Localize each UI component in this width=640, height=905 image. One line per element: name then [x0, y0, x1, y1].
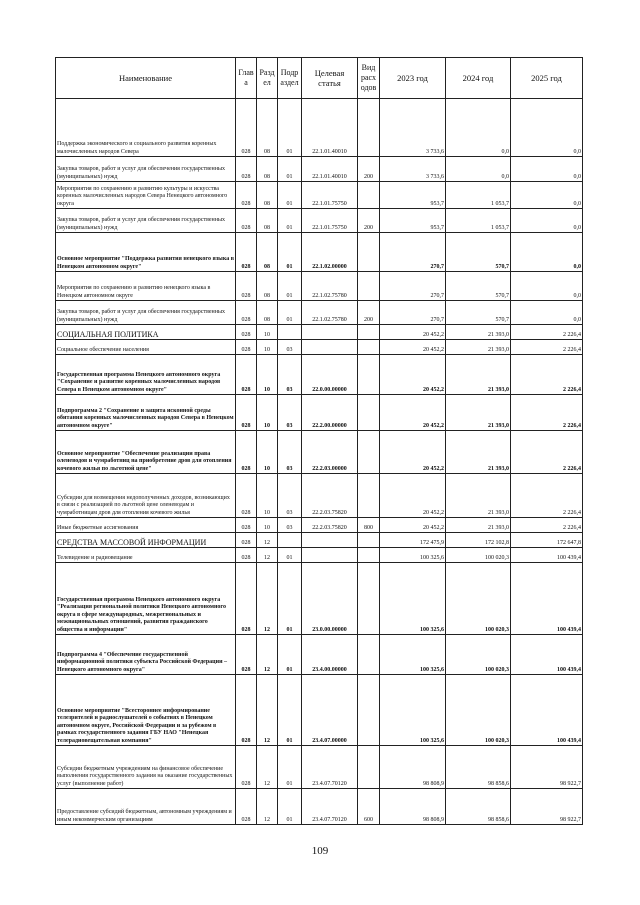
row-2023: 100 325,6 — [380, 635, 446, 675]
row-article: 22.2.00.00000 — [302, 395, 358, 431]
row-name: Предоставление субсидий бюджетным, автономным учреждениям и иным некоммерческим организациям — [56, 789, 236, 825]
row-name: Основное мероприятие "Обеспечение реализации права оленеводов и чумработниц на приобретение дров для отопления кочевого жилья по льготной цене" — [56, 431, 236, 474]
row-article: 22.1.01.75750 — [302, 182, 358, 209]
row-2025: 2 226,4 — [511, 431, 583, 474]
row-glava: 028 — [236, 209, 257, 233]
row-vid — [358, 548, 380, 563]
row-2024: 100 020,3 — [446, 563, 511, 635]
row-2023: 100 325,6 — [380, 548, 446, 563]
row-2024: 21 393,0 — [446, 474, 511, 518]
header-row — [56, 58, 583, 99]
row-article — [302, 548, 358, 563]
row-2024: 100 020,3 — [446, 675, 511, 746]
row-article: 23.4.00.00000 — [302, 635, 358, 675]
row-2024: 98 858,6 — [446, 746, 511, 789]
budget-table — [55, 57, 583, 825]
table-row — [56, 325, 583, 340]
row-name: Подпрограмма 2 "Сохранение и защита исконной среды обитания коренных малочисленных народов Севера в Ненецком автономном округе" — [56, 395, 236, 431]
row-razdel: 10 — [257, 325, 278, 340]
row-2023: 20 452,2 — [380, 518, 446, 533]
table-row — [56, 233, 583, 272]
row-article: 22.0.00.00000 — [302, 355, 358, 395]
row-glava: 028 — [236, 157, 257, 182]
row-name: СОЦИАЛЬНАЯ ПОЛИТИКА — [56, 325, 236, 340]
row-glava: 028 — [236, 431, 257, 474]
row-2025: 0,0 — [511, 182, 583, 209]
header-podrazdel: Подр аздел — [278, 58, 302, 99]
header-vid: Вид расх одов — [358, 58, 380, 99]
table-row — [56, 746, 583, 789]
row-glava: 028 — [236, 563, 257, 635]
table-row — [56, 209, 583, 233]
row-vid — [358, 99, 380, 157]
table-row — [56, 157, 583, 182]
row-podrazdel: 01 — [278, 209, 302, 233]
row-podrazdel: 03 — [278, 395, 302, 431]
row-2023: 953,7 — [380, 182, 446, 209]
row-article: 23.4.07.00000 — [302, 675, 358, 746]
row-razdel: 12 — [257, 563, 278, 635]
row-article: 22.1.02.75780 — [302, 301, 358, 325]
row-vid — [358, 355, 380, 395]
row-podrazdel: 01 — [278, 635, 302, 675]
row-vid: 600 — [358, 789, 380, 825]
row-podrazdel: 01 — [278, 157, 302, 182]
row-razdel: 08 — [257, 272, 278, 301]
row-name: СРЕДСТВА МАССОВОЙ ИНФОРМАЦИИ — [56, 533, 236, 548]
table-row — [56, 789, 583, 825]
row-podrazdel: 01 — [278, 182, 302, 209]
row-2024: 100 020,3 — [446, 635, 511, 675]
row-vid — [358, 746, 380, 789]
row-podrazdel — [278, 533, 302, 548]
row-razdel: 08 — [257, 99, 278, 157]
table-row — [56, 548, 583, 563]
header-razdel: Разд ел — [257, 58, 278, 99]
row-vid — [358, 474, 380, 518]
header-2023: 2023 год — [380, 58, 446, 99]
row-2024: 570,7 — [446, 301, 511, 325]
row-glava: 028 — [236, 272, 257, 301]
row-name: Мероприятия по сохранению и развитию культуры и искусства коренных малочисленных народов Севера Ненецкого автономного округа — [56, 182, 236, 209]
row-2024: 98 858,6 — [446, 789, 511, 825]
row-2023: 270,7 — [380, 301, 446, 325]
row-2025: 2 226,4 — [511, 395, 583, 431]
row-2023: 20 452,2 — [380, 395, 446, 431]
row-2024: 21 393,0 — [446, 355, 511, 395]
row-podrazdel: 01 — [278, 233, 302, 272]
table-row — [56, 272, 583, 301]
row-razdel: 10 — [257, 355, 278, 395]
row-article: 23.0.00.00000 — [302, 563, 358, 635]
row-vid: 200 — [358, 209, 380, 233]
row-article: 22.2.03.00000 — [302, 431, 358, 474]
row-2025: 2 226,4 — [511, 518, 583, 533]
row-glava: 028 — [236, 518, 257, 533]
row-2024: 21 393,0 — [446, 431, 511, 474]
row-name: Государственная программа Ненецкого автономного округа "Сохранение и развитие коренных малочисленных народов Севера в Ненецком автономном округе" — [56, 355, 236, 395]
row-2023: 20 452,2 — [380, 474, 446, 518]
row-podrazdel: 01 — [278, 675, 302, 746]
row-name: Мероприятия по сохранению и развитию ненецкого языка в Ненецком автономном округе — [56, 272, 236, 301]
row-2025: 0,0 — [511, 209, 583, 233]
row-article: 22.1.01.40010 — [302, 157, 358, 182]
row-glava: 028 — [236, 301, 257, 325]
row-glava: 028 — [236, 182, 257, 209]
header-glava: Глав а — [236, 58, 257, 99]
row-glava: 028 — [236, 395, 257, 431]
row-podrazdel: 01 — [278, 272, 302, 301]
row-2024: 21 393,0 — [446, 518, 511, 533]
row-podrazdel: 03 — [278, 355, 302, 395]
row-2023: 98 808,9 — [380, 789, 446, 825]
row-podrazdel: 01 — [278, 789, 302, 825]
row-glava: 028 — [236, 340, 257, 355]
row-2023: 100 325,6 — [380, 675, 446, 746]
row-2024: 0,0 — [446, 99, 511, 157]
row-2024: 1 053,7 — [446, 182, 511, 209]
row-glava: 028 — [236, 325, 257, 340]
row-name: Субсидии бюджетным учреждениям на финансовое обеспечение выполнения государственного задания на оказание государственных услуг (выполнение работ) — [56, 746, 236, 789]
row-vid: 200 — [358, 301, 380, 325]
row-podrazdel: 03 — [278, 431, 302, 474]
row-podrazdel: 01 — [278, 301, 302, 325]
row-2024: 21 393,0 — [446, 325, 511, 340]
row-vid — [358, 635, 380, 675]
row-name: Основное мероприятие "Поддержка развития ненецкого языка в Ненецком автономном округе" — [56, 233, 236, 272]
row-podrazdel: 03 — [278, 340, 302, 355]
row-2023: 20 452,2 — [380, 431, 446, 474]
row-glava: 028 — [236, 675, 257, 746]
row-2025: 98 922,7 — [511, 746, 583, 789]
row-article — [302, 325, 358, 340]
row-razdel: 12 — [257, 746, 278, 789]
row-name: Основное мероприятие "Всестороннее информирование телезрителей и радиослушателей о событиях в Ненецком автономном округе, Российской Федерации и за рубежом в рамках государственного задания ГБУ НАО "Ненецкая телерадиовещательная компания" — [56, 675, 236, 746]
row-podrazdel: 03 — [278, 474, 302, 518]
row-vid — [358, 533, 380, 548]
row-article: 22.1.01.40010 — [302, 99, 358, 157]
table-row — [56, 355, 583, 395]
row-podrazdel — [278, 325, 302, 340]
row-2023: 953,7 — [380, 209, 446, 233]
row-glava: 028 — [236, 789, 257, 825]
row-vid — [358, 431, 380, 474]
row-name: Поддержка экономического и социального развития коренных малочисленных народов Севера — [56, 99, 236, 157]
row-2023: 98 808,9 — [380, 746, 446, 789]
header-2024: 2024 год — [446, 58, 511, 99]
row-2025: 0,0 — [511, 301, 583, 325]
row-glava: 028 — [236, 233, 257, 272]
row-2025: 0,0 — [511, 99, 583, 157]
table-row — [56, 675, 583, 746]
row-2025: 2 226,4 — [511, 340, 583, 355]
row-razdel: 12 — [257, 675, 278, 746]
row-2025: 100 439,4 — [511, 563, 583, 635]
row-razdel: 10 — [257, 340, 278, 355]
table-row — [56, 474, 583, 518]
row-vid — [358, 340, 380, 355]
table-row — [56, 99, 583, 157]
row-glava: 028 — [236, 548, 257, 563]
row-2025: 0,0 — [511, 272, 583, 301]
row-2025: 0,0 — [511, 157, 583, 182]
row-name: Закупка товаров, работ и услуг для обеспечения государственных (муниципальных) нужд — [56, 209, 236, 233]
page-number: 109 — [311, 845, 329, 857]
row-name: Закупка товаров, работ и услуг для обеспечения государственных (муниципальных) нужд — [56, 301, 236, 325]
row-2023: 100 325,6 — [380, 563, 446, 635]
table-row — [56, 301, 583, 325]
table-row — [56, 563, 583, 635]
row-razdel: 12 — [257, 548, 278, 563]
row-glava: 028 — [236, 533, 257, 548]
row-vid — [358, 675, 380, 746]
row-2025: 2 226,4 — [511, 474, 583, 518]
row-2024: 570,7 — [446, 233, 511, 272]
row-razdel: 12 — [257, 635, 278, 675]
row-glava: 028 — [236, 99, 257, 157]
row-2023: 270,7 — [380, 272, 446, 301]
row-razdel: 10 — [257, 395, 278, 431]
row-2024: 1 053,7 — [446, 209, 511, 233]
row-podrazdel: 03 — [278, 518, 302, 533]
row-podrazdel: 01 — [278, 563, 302, 635]
row-glava: 028 — [236, 355, 257, 395]
table-row — [56, 395, 583, 431]
row-2023: 270,7 — [380, 233, 446, 272]
row-name: Телевидение и радиовещание — [56, 548, 236, 563]
row-razdel: 08 — [257, 209, 278, 233]
row-razdel: 12 — [257, 789, 278, 825]
row-name: Подпрограмма 4 "Обеспечение государственной информационной политики субъекта Российской Федерации – Ненецкого автономного округа" — [56, 635, 236, 675]
row-razdel: 10 — [257, 474, 278, 518]
row-2024: 21 393,0 — [446, 340, 511, 355]
row-2024: 172 102,8 — [446, 533, 511, 548]
table-row — [56, 182, 583, 209]
row-2023: 20 452,2 — [380, 340, 446, 355]
row-razdel: 08 — [257, 301, 278, 325]
row-razdel: 08 — [257, 182, 278, 209]
row-article: 23.4.07.70120 — [302, 746, 358, 789]
row-article: 22.1.01.75750 — [302, 209, 358, 233]
row-2025: 100 439,4 — [511, 635, 583, 675]
row-article: 22.1.02.00000 — [302, 233, 358, 272]
row-razdel: 10 — [257, 518, 278, 533]
row-2023: 172 475,9 — [380, 533, 446, 548]
row-article: 22.2.03.75820 — [302, 518, 358, 533]
row-vid: 200 — [358, 157, 380, 182]
row-2025: 2 226,4 — [511, 325, 583, 340]
row-razdel: 08 — [257, 157, 278, 182]
row-vid — [358, 395, 380, 431]
row-name: Закупка товаров, работ и услуг для обеспечения государственных (муниципальных) нужд — [56, 157, 236, 182]
row-2023: 3 733,6 — [380, 157, 446, 182]
row-vid — [358, 563, 380, 635]
table-body — [56, 99, 583, 825]
row-glava: 028 — [236, 635, 257, 675]
table-row — [56, 635, 583, 675]
row-glava: 028 — [236, 474, 257, 518]
row-article — [302, 340, 358, 355]
row-2025: 100 439,4 — [511, 548, 583, 563]
row-article: 22.1.02.75780 — [302, 272, 358, 301]
row-2025: 100 439,4 — [511, 675, 583, 746]
row-name: Иные бюджетные ассигнования — [56, 518, 236, 533]
row-name: Субсидии для возмещения недополученных доходов, возникающих в связи с реализацией по льготной цене оленеводам и чумработницам дров для отопления кочевого жилья — [56, 474, 236, 518]
row-name: Социальное обеспечение населения — [56, 340, 236, 355]
row-2025: 98 922,7 — [511, 789, 583, 825]
row-2023: 20 452,2 — [380, 355, 446, 395]
row-glava: 028 — [236, 746, 257, 789]
row-article — [302, 533, 358, 548]
row-2024: 0,0 — [446, 157, 511, 182]
header-article: Целевая статья — [302, 58, 358, 99]
row-razdel: 10 — [257, 431, 278, 474]
row-vid — [358, 233, 380, 272]
table-row — [56, 518, 583, 533]
row-vid — [358, 325, 380, 340]
row-2025: 0,0 — [511, 233, 583, 272]
row-2024: 570,7 — [446, 272, 511, 301]
row-vid — [358, 272, 380, 301]
row-article: 23.4.07.70120 — [302, 789, 358, 825]
row-podrazdel: 01 — [278, 99, 302, 157]
table-row — [56, 533, 583, 548]
row-2025: 2 226,4 — [511, 355, 583, 395]
row-podrazdel: 01 — [278, 746, 302, 789]
row-vid — [358, 182, 380, 209]
row-vid: 800 — [358, 518, 380, 533]
table-row — [56, 340, 583, 355]
table-row — [56, 431, 583, 474]
row-article: 22.2.03.75820 — [302, 474, 358, 518]
row-2023: 3 733,6 — [380, 99, 446, 157]
row-razdel: 08 — [257, 233, 278, 272]
row-2024: 21 393,0 — [446, 395, 511, 431]
header-name: Наименование — [56, 58, 236, 99]
row-podrazdel: 01 — [278, 548, 302, 563]
row-2025: 172 647,8 — [511, 533, 583, 548]
header-2025: 2025 год — [511, 58, 583, 99]
row-razdel: 12 — [257, 533, 278, 548]
row-2024: 100 020,3 — [446, 548, 511, 563]
row-name: Государственная программа Ненецкого автономного округа "Реализация региональной политики Ненецкого автономного округа в сфере международных, межрегиональных и межнациональных отношений, развития гражданского общества и информации" — [56, 563, 236, 635]
row-2023: 20 452,2 — [380, 325, 446, 340]
